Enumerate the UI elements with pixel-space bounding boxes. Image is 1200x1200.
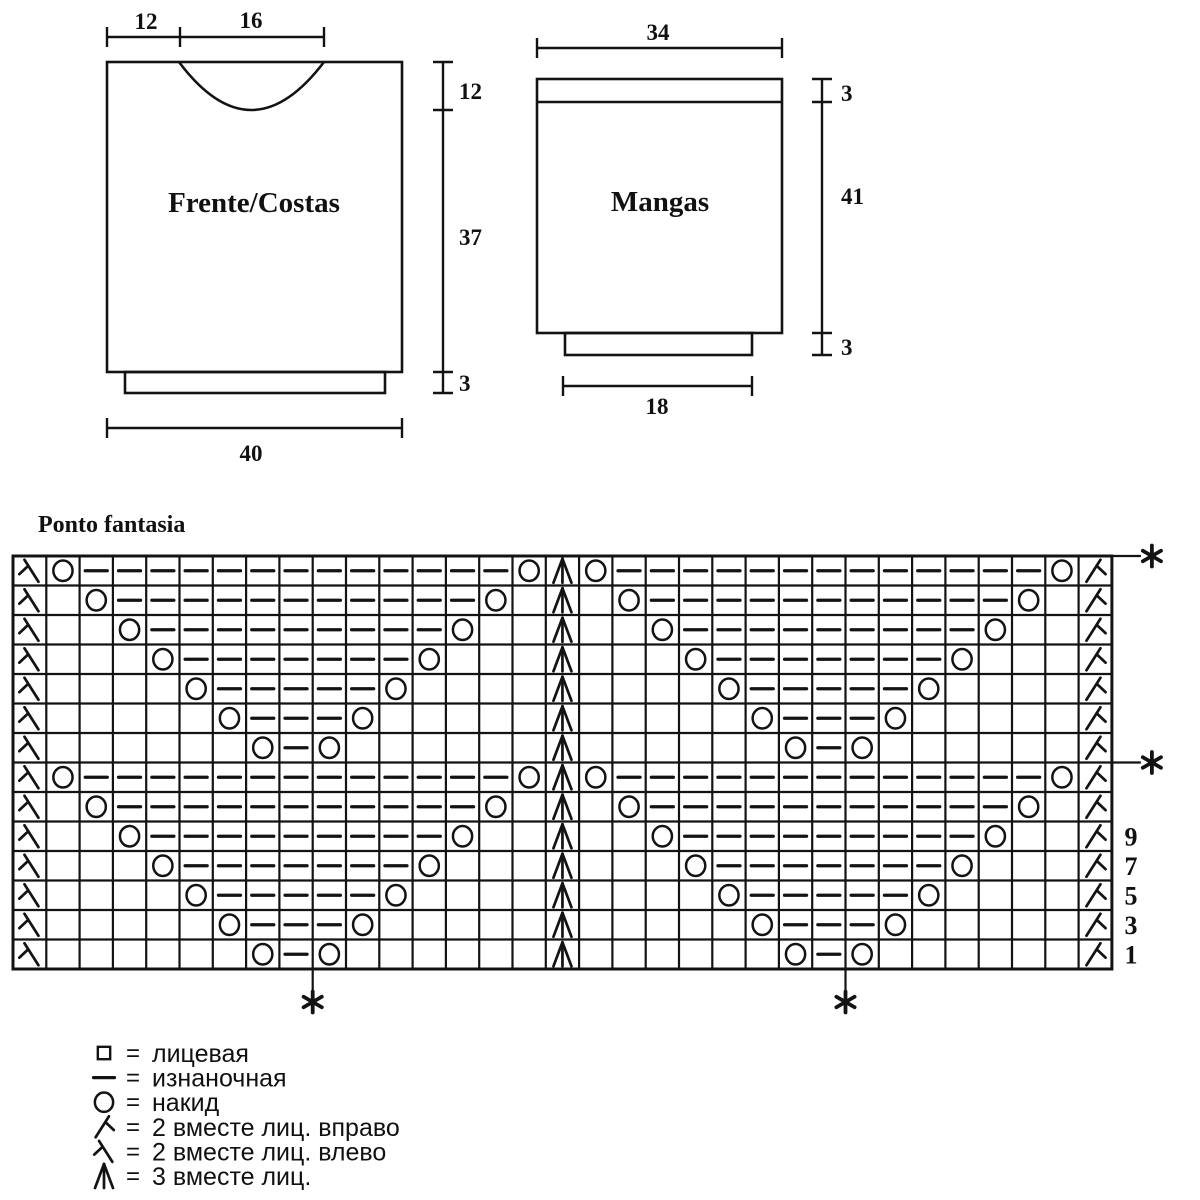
chart-cell-k2tog-right: [1086, 560, 1105, 582]
front-right-dimension: [433, 62, 453, 393]
sleeve-dim-3-bottom: 3: [841, 335, 853, 360]
chart-cell-yarn-over: [853, 738, 872, 758]
chart-cell-k2tog-left: [19, 678, 38, 700]
chart-legend: [94, 1040, 400, 1191]
front-dim-12-top: 12: [134, 9, 158, 34]
chart-cell-yarn-over: [153, 649, 172, 669]
chart-cell-yarn-over: [753, 915, 772, 935]
chart-cell-yarn-over: [353, 708, 372, 728]
asterisk-marker: [1143, 752, 1161, 773]
front-dim-12-right: 12: [459, 79, 482, 104]
chart-cell-k2tog-right: [1086, 914, 1105, 936]
chart-cell-k2tog-right: [1086, 648, 1105, 670]
chart-cell-k2tog-right: [1086, 707, 1105, 729]
chart-cell-yarn-over: [619, 797, 638, 817]
legend-label: 3 вместе лиц.: [152, 1163, 312, 1191]
chart-cell-k3tog: [553, 706, 571, 730]
legend-equals: =: [126, 1089, 141, 1117]
chart-cell-k2tog-left: [19, 766, 38, 788]
chart-cell-yarn-over: [786, 738, 805, 758]
chart-cell-yarn-over: [719, 679, 738, 699]
chart-cell-yarn-over: [386, 885, 405, 905]
chart-cell-yarn-over: [719, 885, 738, 905]
front-dim-37-right: 37: [459, 225, 482, 250]
chart-cell-yarn-over: [87, 797, 106, 817]
chart-cell-yarn-over: [453, 826, 472, 846]
chart-cell-k2tog-left: [19, 855, 38, 877]
chart-cell-yarn-over: [686, 856, 705, 876]
knit-icon: [98, 1047, 110, 1059]
chart-cell-k2tog-left: [19, 589, 38, 611]
chart-cell-yarn-over: [919, 679, 938, 699]
chart-cell-yarn-over: [686, 649, 705, 669]
legend-equals: =: [126, 1138, 141, 1166]
chart-cell-k3tog: [553, 824, 571, 848]
chart-cell-k3tog: [553, 618, 571, 642]
k2tog-right-icon: [96, 1116, 114, 1137]
chart-cell-k2tog-left: [19, 825, 38, 847]
chart-cell-yarn-over: [753, 708, 772, 728]
front-back-label: Frente/Costas: [168, 187, 340, 219]
sleeve-right-dimension: [812, 79, 832, 355]
chart-cell-yarn-over: [919, 885, 938, 905]
chart-cell-yarn-over: [786, 944, 805, 964]
sleeve-dim-18-bottom: 18: [645, 394, 669, 419]
sleeve-dim-3-top: 3: [841, 81, 853, 106]
chart-cell-yarn-over: [520, 767, 539, 787]
legend-equals: =: [126, 1064, 141, 1092]
chart-cell-yarn-over: [453, 620, 472, 640]
chart-row-number: 9: [1124, 822, 1138, 852]
chart-cell-k3tog: [553, 736, 571, 760]
chart-title: Ponto fantasia: [38, 512, 186, 538]
chart-row-number: 3: [1124, 910, 1138, 940]
chart-cell-yarn-over: [586, 561, 605, 581]
chart-cell-yarn-over: [353, 915, 372, 935]
chart-cell-yarn-over: [53, 561, 72, 581]
chart-cell-k2tog-left: [19, 560, 38, 582]
chart-cell-yarn-over: [320, 738, 339, 758]
chart-cell-k2tog-right: [1086, 737, 1105, 759]
sleeve-dim-34-top: 34: [646, 20, 670, 45]
legend-label: накид: [152, 1089, 220, 1118]
chart-cell-k3tog: [553, 588, 571, 612]
chart-cell-yarn-over: [653, 826, 672, 846]
sleeve-bottom-dimension: [563, 376, 752, 396]
chart-cell-yarn-over: [886, 915, 905, 935]
chart-cell-yarn-over: [187, 885, 206, 905]
chart-cell-yarn-over: [886, 708, 905, 728]
chart-cell-yarn-over: [420, 649, 439, 669]
asterisk-marker: [1143, 546, 1161, 567]
front-back-ribbing: [125, 372, 385, 393]
sleeve-dim-41-right: 41: [841, 184, 864, 209]
chart-cell-yarn-over: [87, 590, 106, 610]
chart-cell-k3tog: [553, 647, 571, 671]
neckline-curve: [179, 62, 324, 110]
chart-cell-yarn-over: [520, 561, 539, 581]
front-dim-40-bottom: 40: [239, 441, 263, 466]
k3tog-icon: [95, 1164, 113, 1188]
stitch-chart: [13, 546, 1161, 1013]
chart-cell-k2tog-right: [1086, 619, 1105, 641]
chart-cell-k3tog: [553, 942, 571, 966]
chart-cell-yarn-over: [120, 826, 139, 846]
chart-cell-yarn-over: [1019, 797, 1038, 817]
chart-cell-yarn-over: [986, 826, 1005, 846]
chart-cell-k3tog: [553, 913, 571, 937]
chart-cell-yarn-over: [153, 856, 172, 876]
chart-cell-yarn-over: [986, 620, 1005, 640]
chart-cell-yarn-over: [952, 649, 971, 669]
chart-cell-k3tog: [553, 765, 571, 789]
asterisk-marker: [304, 992, 322, 1013]
chart-cell-yarn-over: [952, 856, 971, 876]
k2tog-left-icon: [94, 1141, 112, 1162]
chart-cell-yarn-over: [1052, 561, 1071, 581]
sleeve-label: Mangas: [610, 186, 710, 218]
yarn-over-icon: [95, 1093, 113, 1112]
chart-cell-yarn-over: [253, 738, 272, 758]
legend-equals: =: [126, 1163, 141, 1190]
chart-cell-yarn-over: [386, 679, 405, 699]
chart-cell-yarn-over: [586, 767, 605, 787]
chart-row-number: 1: [1124, 940, 1138, 970]
chart-cell-k2tog-left: [19, 737, 38, 759]
chart-cell-yarn-over: [187, 679, 206, 699]
legend-equals: =: [126, 1113, 141, 1141]
chart-cell-k2tog-right: [1086, 825, 1105, 847]
chart-cell-yarn-over: [420, 856, 439, 876]
chart-row-number: 5: [1124, 881, 1138, 911]
chart-cell-yarn-over: [486, 797, 505, 817]
chart-cell-k2tog-right: [1086, 796, 1105, 818]
chart-cell-k2tog-right: [1086, 884, 1105, 906]
front-bottom-dimension: [107, 418, 402, 438]
chart-cell-k3tog: [553, 677, 571, 701]
chart-cell-k3tog: [553, 559, 571, 583]
legend-item-k3tog: [95, 1163, 311, 1191]
chart-cell-k3tog: [553, 883, 571, 907]
chart-cell-k2tog-right: [1086, 855, 1105, 877]
chart-cell-yarn-over: [853, 944, 872, 964]
legend-label: 2 вместе лиц. вправо: [152, 1113, 400, 1142]
chart-row-numbers: [1125, 822, 1138, 969]
asterisk-marker: [836, 992, 854, 1013]
chart-cell-yarn-over: [619, 590, 638, 610]
legend-label: 2 вместе лиц. влево: [152, 1138, 387, 1167]
chart-cell-yarn-over: [220, 915, 239, 935]
chart-cell-k2tog-left: [19, 619, 38, 641]
chart-cell-k2tog-left: [19, 943, 38, 965]
chart-cell-k2tog-left: [19, 707, 38, 729]
chart-cell-yarn-over: [53, 767, 72, 787]
chart-cell-k2tog-right: [1086, 766, 1105, 788]
chart-cell-yarn-over: [1019, 590, 1038, 610]
chart-cell-yarn-over: [653, 620, 672, 640]
chart-cell-k2tog-left: [19, 914, 38, 936]
chart-cell-yarn-over: [253, 944, 272, 964]
chart-cell-k2tog-right: [1086, 589, 1105, 611]
chart-cell-yarn-over: [1052, 767, 1071, 787]
legend-label: изнаночная: [152, 1064, 287, 1093]
chart-cell-k2tog-left: [19, 648, 38, 670]
chart-cell-k2tog-left: [19, 796, 38, 818]
chart-cell-yarn-over: [486, 590, 505, 610]
chart-cell-yarn-over: [320, 944, 339, 964]
chart-cell-k2tog-left: [19, 884, 38, 906]
chart-cell-yarn-over: [220, 708, 239, 728]
chart-cell-k2tog-right: [1086, 678, 1105, 700]
chart-cell-yarn-over: [120, 620, 139, 640]
front-dim-16-top: 16: [239, 8, 263, 33]
sleeve-cuff: [565, 333, 752, 355]
chart-cell-k3tog: [553, 854, 571, 878]
chart-row-number: 7: [1124, 851, 1138, 881]
front-back-schematic: [107, 27, 453, 438]
legend-equals: =: [126, 1040, 141, 1067]
chart-cell-k2tog-right: [1086, 943, 1105, 965]
legend-label: лицевая: [152, 1040, 249, 1068]
chart-cell-k3tog: [553, 795, 571, 819]
front-dim-3-right: 3: [459, 371, 471, 396]
